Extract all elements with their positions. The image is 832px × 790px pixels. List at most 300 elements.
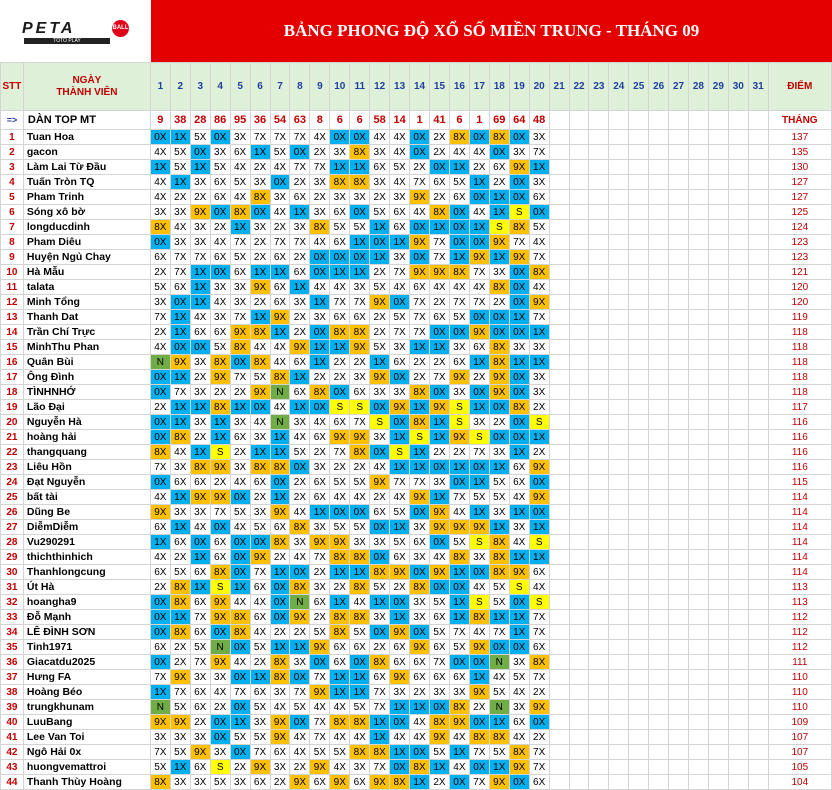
result-cell: 0X	[449, 580, 469, 595]
result-cell	[748, 580, 768, 595]
result-cell: 0X	[489, 430, 509, 445]
result-cell	[669, 430, 689, 445]
result-cell: 1X	[390, 460, 410, 475]
result-cell: 9X	[410, 190, 430, 205]
result-cell	[748, 235, 768, 250]
result-cell: 4X	[350, 490, 370, 505]
result-cell: 1X	[469, 175, 489, 190]
result-cell: S	[529, 595, 549, 610]
result-cell: 0X	[150, 235, 170, 250]
result-cell: 8X	[350, 145, 370, 160]
result-cell	[688, 760, 708, 775]
result-cell: 6X	[170, 280, 190, 295]
result-cell	[688, 250, 708, 265]
result-cell: N	[270, 415, 290, 430]
top-value	[549, 111, 569, 130]
member-name: Lão Đại	[23, 400, 150, 415]
result-cell: 6X	[390, 220, 410, 235]
result-cell: 1X	[190, 445, 210, 460]
header-day: 24	[609, 63, 629, 111]
result-cell	[589, 775, 609, 790]
member-points: 112	[768, 625, 831, 640]
result-cell: 9X	[430, 400, 450, 415]
result-cell: 3X	[390, 190, 410, 205]
result-cell	[589, 685, 609, 700]
result-cell	[569, 295, 589, 310]
result-cell: 9X	[469, 520, 489, 535]
result-cell: 6X	[350, 640, 370, 655]
result-cell	[688, 460, 708, 475]
result-cell: 7X	[390, 475, 410, 490]
result-cell: 7X	[150, 670, 170, 685]
result-cell: 9X	[430, 265, 450, 280]
result-cell	[549, 535, 569, 550]
member-name: Dũng Be	[23, 505, 150, 520]
result-cell: 0X	[370, 520, 390, 535]
result-cell: 9X	[410, 265, 430, 280]
result-cell	[549, 640, 569, 655]
result-cell: S	[210, 580, 230, 595]
member-name: Nguyễn Hà	[23, 415, 150, 430]
result-cell: 1X	[310, 355, 330, 370]
result-cell: 0X	[230, 700, 250, 715]
result-cell: 3X	[190, 355, 210, 370]
result-cell	[629, 235, 649, 250]
result-cell	[708, 235, 728, 250]
result-cell	[649, 610, 669, 625]
result-cell: 5X	[489, 595, 509, 610]
result-cell: 4X	[330, 490, 350, 505]
result-cell: 2X	[290, 490, 310, 505]
result-cell: 7X	[469, 775, 489, 790]
row-stt: 9	[1, 250, 24, 265]
result-cell: 0X	[430, 580, 450, 595]
result-cell: 7X	[529, 610, 549, 625]
result-cell: 3X	[350, 190, 370, 205]
result-cell	[669, 640, 689, 655]
result-cell: 9X	[170, 715, 190, 730]
result-cell	[589, 625, 609, 640]
result-cell: 1X	[270, 265, 290, 280]
result-cell: 3X	[230, 280, 250, 295]
result-cell: 0X	[350, 130, 370, 145]
result-cell	[728, 490, 748, 505]
result-cell: 2X	[210, 385, 230, 400]
result-cell: 1X	[529, 550, 549, 565]
result-cell	[748, 295, 768, 310]
result-cell	[649, 205, 669, 220]
result-cell: 1X	[150, 535, 170, 550]
member-name: Vu290291	[23, 535, 150, 550]
result-cell: 3X	[270, 190, 290, 205]
result-cell	[728, 250, 748, 265]
result-cell: 8X	[290, 580, 310, 595]
result-cell: 1X	[250, 445, 270, 460]
header-day: 31	[748, 63, 768, 111]
result-cell: 3X	[190, 775, 210, 790]
result-cell	[748, 655, 768, 670]
table-row	[1, 520, 832, 535]
table-row	[1, 625, 832, 640]
table-row	[1, 415, 832, 430]
header-day: 11	[350, 63, 370, 111]
result-cell	[629, 775, 649, 790]
result-cell	[549, 760, 569, 775]
result-cell: 2X	[190, 715, 210, 730]
result-cell	[669, 760, 689, 775]
result-cell: 7X	[250, 130, 270, 145]
result-cell	[609, 295, 629, 310]
result-cell: 9X	[210, 655, 230, 670]
result-cell	[629, 295, 649, 310]
result-cell: 4X	[449, 505, 469, 520]
result-cell	[708, 475, 728, 490]
result-cell: 7X	[330, 445, 350, 460]
result-cell: 7X	[469, 445, 489, 460]
result-cell	[649, 295, 669, 310]
result-cell	[549, 370, 569, 385]
table-row	[1, 340, 832, 355]
result-cell: 2X	[310, 445, 330, 460]
result-cell: 9X	[390, 400, 410, 415]
row-stt: 10	[1, 265, 24, 280]
result-cell: 9X	[290, 610, 310, 625]
row-stt: 23	[1, 460, 24, 475]
result-cell	[629, 355, 649, 370]
result-cell: 1X	[469, 220, 489, 235]
result-cell: 1X	[390, 700, 410, 715]
result-cell: 6X	[150, 250, 170, 265]
result-cell: 0X	[430, 460, 450, 475]
result-cell	[688, 340, 708, 355]
table-row	[1, 430, 832, 445]
result-cell	[569, 550, 589, 565]
result-cell	[629, 415, 649, 430]
result-cell	[609, 385, 629, 400]
result-cell	[609, 685, 629, 700]
result-cell: 9X	[190, 745, 210, 760]
result-cell: 5X	[250, 730, 270, 745]
result-cell: 5X	[350, 475, 370, 490]
result-cell: 7X	[390, 325, 410, 340]
member-points: 112	[768, 610, 831, 625]
result-cell: 5X	[170, 565, 190, 580]
result-cell	[748, 265, 768, 280]
result-cell: 6X	[410, 655, 430, 670]
result-cell	[569, 160, 589, 175]
result-cell	[748, 250, 768, 265]
result-cell: 1X	[529, 325, 549, 340]
result-cell: 1X	[310, 295, 330, 310]
header-day: 29	[708, 63, 728, 111]
result-cell: 7X	[230, 235, 250, 250]
result-cell: 2X	[529, 400, 549, 415]
result-cell	[589, 280, 609, 295]
result-cell: 8X	[270, 655, 290, 670]
result-cell: 8X	[410, 580, 430, 595]
result-cell: 7X	[330, 295, 350, 310]
result-cell	[669, 325, 689, 340]
result-cell	[609, 700, 629, 715]
result-cell: 7X	[230, 685, 250, 700]
result-cell	[589, 265, 609, 280]
result-cell: 2X	[250, 160, 270, 175]
result-cell	[569, 460, 589, 475]
result-cell: 7X	[350, 415, 370, 430]
result-cell: 8X	[330, 325, 350, 340]
row-stt: 41	[1, 730, 24, 745]
member-points: 114	[768, 535, 831, 550]
result-cell: 1X	[350, 235, 370, 250]
result-cell	[629, 145, 649, 160]
result-cell: 8X	[370, 745, 390, 760]
result-cell: 1X	[469, 475, 489, 490]
result-cell: 6X	[290, 190, 310, 205]
result-cell: 0X	[509, 280, 529, 295]
result-cell: 0X	[210, 730, 230, 745]
table-row	[1, 490, 832, 505]
result-cell: 8X	[230, 610, 250, 625]
result-cell: 9X	[489, 385, 509, 400]
result-cell	[549, 430, 569, 445]
result-cell: 3X	[210, 745, 230, 760]
result-cell	[569, 340, 589, 355]
member-points: 119	[768, 310, 831, 325]
result-cell	[569, 760, 589, 775]
result-cell	[629, 475, 649, 490]
result-cell: 7X	[310, 160, 330, 175]
result-cell	[748, 595, 768, 610]
result-cell: 1X	[190, 295, 210, 310]
result-cell: S	[410, 430, 430, 445]
result-cell	[669, 295, 689, 310]
result-cell: 9X	[210, 490, 230, 505]
result-cell	[649, 250, 669, 265]
result-cell: 8X	[489, 280, 509, 295]
result-cell: N	[210, 640, 230, 655]
result-cell: 4X	[390, 490, 410, 505]
result-cell: 1X	[230, 580, 250, 595]
member-points: 118	[768, 325, 831, 340]
result-cell	[609, 265, 629, 280]
result-cell: 7X	[150, 460, 170, 475]
header-day: 25	[629, 63, 649, 111]
result-cell: 3X	[529, 370, 549, 385]
result-cell: 0X	[509, 190, 529, 205]
result-cell	[669, 400, 689, 415]
result-cell: 5X	[230, 175, 250, 190]
result-cell: 8X	[489, 355, 509, 370]
result-cell	[708, 760, 728, 775]
result-cell: 0X	[509, 640, 529, 655]
result-cell: 8X	[489, 130, 509, 145]
result-cell: 0X	[350, 205, 370, 220]
result-cell: 0X	[190, 145, 210, 160]
top-value: 14	[390, 111, 410, 130]
result-cell: 0X	[509, 130, 529, 145]
result-cell: 9X	[190, 205, 210, 220]
result-cell	[649, 460, 669, 475]
result-cell: 0X	[230, 535, 250, 550]
logo-badge: BALL	[112, 20, 129, 37]
result-cell: 8X	[370, 655, 390, 670]
result-cell: 1X	[469, 400, 489, 415]
result-cell: 8X	[410, 415, 430, 430]
result-cell: 5X	[430, 745, 450, 760]
result-cell	[669, 730, 689, 745]
result-cell: 4X	[230, 475, 250, 490]
result-cell	[629, 715, 649, 730]
result-cell: 9X	[190, 490, 210, 505]
result-cell: 9X	[430, 730, 450, 745]
result-cell	[549, 490, 569, 505]
row-stt: 40	[1, 715, 24, 730]
row-stt: 8	[1, 235, 24, 250]
result-cell	[688, 505, 708, 520]
result-cell: 3X	[370, 430, 390, 445]
result-cell	[569, 565, 589, 580]
result-cell	[629, 325, 649, 340]
result-cell: 5X	[449, 640, 469, 655]
result-cell	[589, 700, 609, 715]
result-cell: 0X	[469, 655, 489, 670]
result-cell: 4X	[469, 625, 489, 640]
header-day: 5	[230, 63, 250, 111]
header-day: 18	[489, 63, 509, 111]
result-cell: 4X	[330, 280, 350, 295]
result-cell	[549, 385, 569, 400]
result-cell: 2X	[250, 295, 270, 310]
result-cell: 3X	[230, 460, 250, 475]
result-cell	[589, 325, 609, 340]
top-value: 1	[469, 111, 489, 130]
table-row	[1, 550, 832, 565]
result-cell: 8X	[330, 625, 350, 640]
result-cell: 0X	[509, 385, 529, 400]
top-value	[669, 111, 689, 130]
result-cell: 2X	[270, 625, 290, 640]
result-cell	[549, 280, 569, 295]
result-cell: 0X	[469, 760, 489, 775]
result-cell	[609, 235, 629, 250]
result-cell: 8X	[330, 175, 350, 190]
result-cell: 4X	[310, 130, 330, 145]
result-cell	[669, 520, 689, 535]
table-row	[1, 235, 832, 250]
result-cell: N	[290, 595, 310, 610]
result-cell: 8X	[350, 745, 370, 760]
result-cell: 9X	[350, 340, 370, 355]
result-cell	[549, 580, 569, 595]
result-cell	[569, 490, 589, 505]
table-row	[1, 145, 832, 160]
member-points: 107	[768, 745, 831, 760]
result-cell: 7X	[370, 700, 390, 715]
result-cell: 6X	[310, 490, 330, 505]
result-cell: 8X	[489, 730, 509, 745]
member-name: Tuan Hoa	[23, 130, 150, 145]
result-cell: 1X	[489, 250, 509, 265]
header-day: 4	[210, 63, 230, 111]
result-cell: 0X	[509, 265, 529, 280]
result-cell: 1X	[150, 685, 170, 700]
result-cell: 9X	[330, 430, 350, 445]
result-cell: 9X	[449, 520, 469, 535]
result-cell: 2X	[370, 310, 390, 325]
header-day: 22	[569, 63, 589, 111]
result-cell	[708, 565, 728, 580]
result-cell: 6X	[270, 280, 290, 295]
result-cell: 0X	[310, 655, 330, 670]
result-cell: 5X	[469, 490, 489, 505]
result-cell: 6X	[290, 355, 310, 370]
result-cell	[708, 520, 728, 535]
member-name: Huyện Ngủ Chay	[23, 250, 150, 265]
result-cell	[569, 130, 589, 145]
result-cell: 3X	[509, 700, 529, 715]
result-cell: 3X	[190, 415, 210, 430]
result-cell: 2X	[430, 145, 450, 160]
member-name: thichthinhich	[23, 550, 150, 565]
result-cell: 9X	[509, 250, 529, 265]
result-cell	[748, 715, 768, 730]
result-cell: S	[469, 430, 489, 445]
result-cell	[669, 580, 689, 595]
result-cell: 7X	[410, 175, 430, 190]
result-cell: 2X	[529, 730, 549, 745]
member-points: 123	[768, 235, 831, 250]
result-cell: 3X	[210, 310, 230, 325]
result-cell: 1X	[370, 730, 390, 745]
result-cell: 6X	[370, 160, 390, 175]
result-cell: 2X	[350, 355, 370, 370]
result-cell	[649, 340, 669, 355]
result-cell	[728, 430, 748, 445]
result-cell	[669, 625, 689, 640]
result-cell: 7X	[529, 310, 549, 325]
result-cell	[609, 415, 629, 430]
result-cell: 3X	[509, 340, 529, 355]
result-cell: 6X	[190, 625, 210, 640]
result-cell	[728, 160, 748, 175]
result-cell	[708, 730, 728, 745]
result-cell: 1X	[410, 700, 430, 715]
result-cell: 1X	[350, 670, 370, 685]
member-points: 123	[768, 250, 831, 265]
member-points: 113	[768, 580, 831, 595]
result-cell	[549, 700, 569, 715]
result-cell: 8X	[390, 775, 410, 790]
member-name: talata	[23, 280, 150, 295]
result-cell	[549, 190, 569, 205]
result-cell	[569, 370, 589, 385]
result-cell: 2X	[330, 580, 350, 595]
header-day: 3	[190, 63, 210, 111]
result-cell	[688, 610, 708, 625]
result-cell: 3X	[190, 505, 210, 520]
result-cell	[688, 430, 708, 445]
result-cell: 2X	[370, 640, 390, 655]
row-stt: 32	[1, 595, 24, 610]
result-cell	[629, 310, 649, 325]
result-cell: 6X	[250, 475, 270, 490]
result-cell: 4X	[150, 175, 170, 190]
result-cell: 4X	[529, 580, 549, 595]
result-cell	[688, 640, 708, 655]
result-cell: 1X	[390, 745, 410, 760]
member-points: 114	[768, 550, 831, 565]
result-cell: 2X	[469, 370, 489, 385]
